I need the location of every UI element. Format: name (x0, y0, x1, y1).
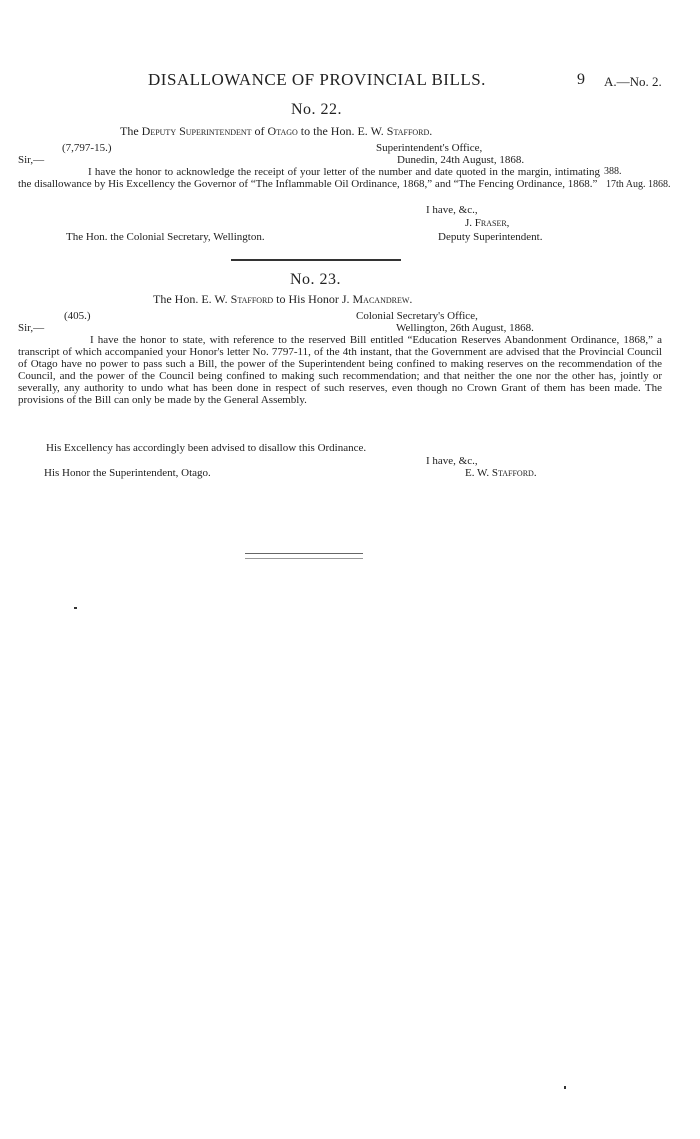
doc23-signature: E. W. Stafford. (465, 467, 537, 479)
end-rule-lower (245, 558, 363, 559)
doc23-reference: (405.) (64, 310, 91, 322)
scan-speck (74, 607, 77, 609)
doc23-body-paragraph-1: I have the honor to state, with reference to the reserved Bill entitled “Education Reserves Abandonment Ordinance, 1868,” a transcript of which accompanied your Honor's letter No. 7797-11, of the 4th instant, that the Government are advised that the Provincial Council of Otago have no power to pass such a Bill, the power of the Superintendent being confined to making reserves on the recommendation of the Council, and the power of the Council being confined to making such recommendation; and that neither the one nor the other has, jointly or severally, any authority to undo what has been done in respect of such reserves, even though no Crown Grant of them has been made. The provisions of the Bill can only be made by the General Assembly. (18, 334, 662, 406)
doc22-addressee: The Hon. the Colonial Secretary, Wellington. (66, 231, 265, 243)
scan-speck (564, 1086, 566, 1089)
doc22-salutation: Sir,— (18, 154, 45, 166)
doc22-place-date: Dunedin, 24th August, 1868. (397, 154, 525, 166)
doc22-number: No. 22. (291, 101, 343, 118)
doc23-place-date: Wellington, 26th August, 1868. (396, 322, 534, 334)
doc22-body: I have the honor to acknowledge the receipt of your letter of the number and date quoted in the margin, intimating the disallowance by His Excellency the Governor of “The Inflammable Oil Ordinance, 1868,” and “The Fencing Ordinance, 1868.” (18, 166, 600, 190)
doc23-closing: I have, &c., (426, 455, 478, 467)
doc22-signature: J. Fraser, (465, 217, 510, 229)
page-number: 9 (577, 71, 585, 88)
doc22-reference: (7,797-15.) (62, 142, 112, 154)
doc22-office: Superintendent's Office, (376, 142, 483, 154)
doc23-addressee: His Honor the Superintendent, Otago. (44, 467, 211, 479)
end-rule-upper (245, 553, 363, 554)
doc23-heading: The Hon. E. W. Stafford to His Honor J. Macandrew. (153, 292, 413, 306)
doc22-heading: The Deputy Superintendent of Otago to the Hon. E. W. Stafford. (120, 124, 433, 138)
doc23-number: No. 23. (290, 271, 342, 288)
doc23-body-paragraph-2: His Excellency has accordingly been advised to disallow this Ordinance. (46, 442, 367, 454)
doc22-margin-number: 388. (604, 166, 622, 177)
paper-reference: A.—No. 2. (604, 74, 662, 89)
doc23-office: Colonial Secretary's Office, (356, 310, 478, 322)
doc22-margin-date: 17th Aug. 1868. (606, 179, 671, 190)
section-divider (231, 259, 401, 261)
doc22-signature-title: Deputy Superintendent. (438, 231, 543, 243)
doc23-salutation: Sir,— (18, 322, 45, 334)
doc22-closing: I have, &c., (426, 204, 478, 216)
running-title: DISALLOWANCE OF PROVINCIAL BILLS. (148, 70, 486, 89)
